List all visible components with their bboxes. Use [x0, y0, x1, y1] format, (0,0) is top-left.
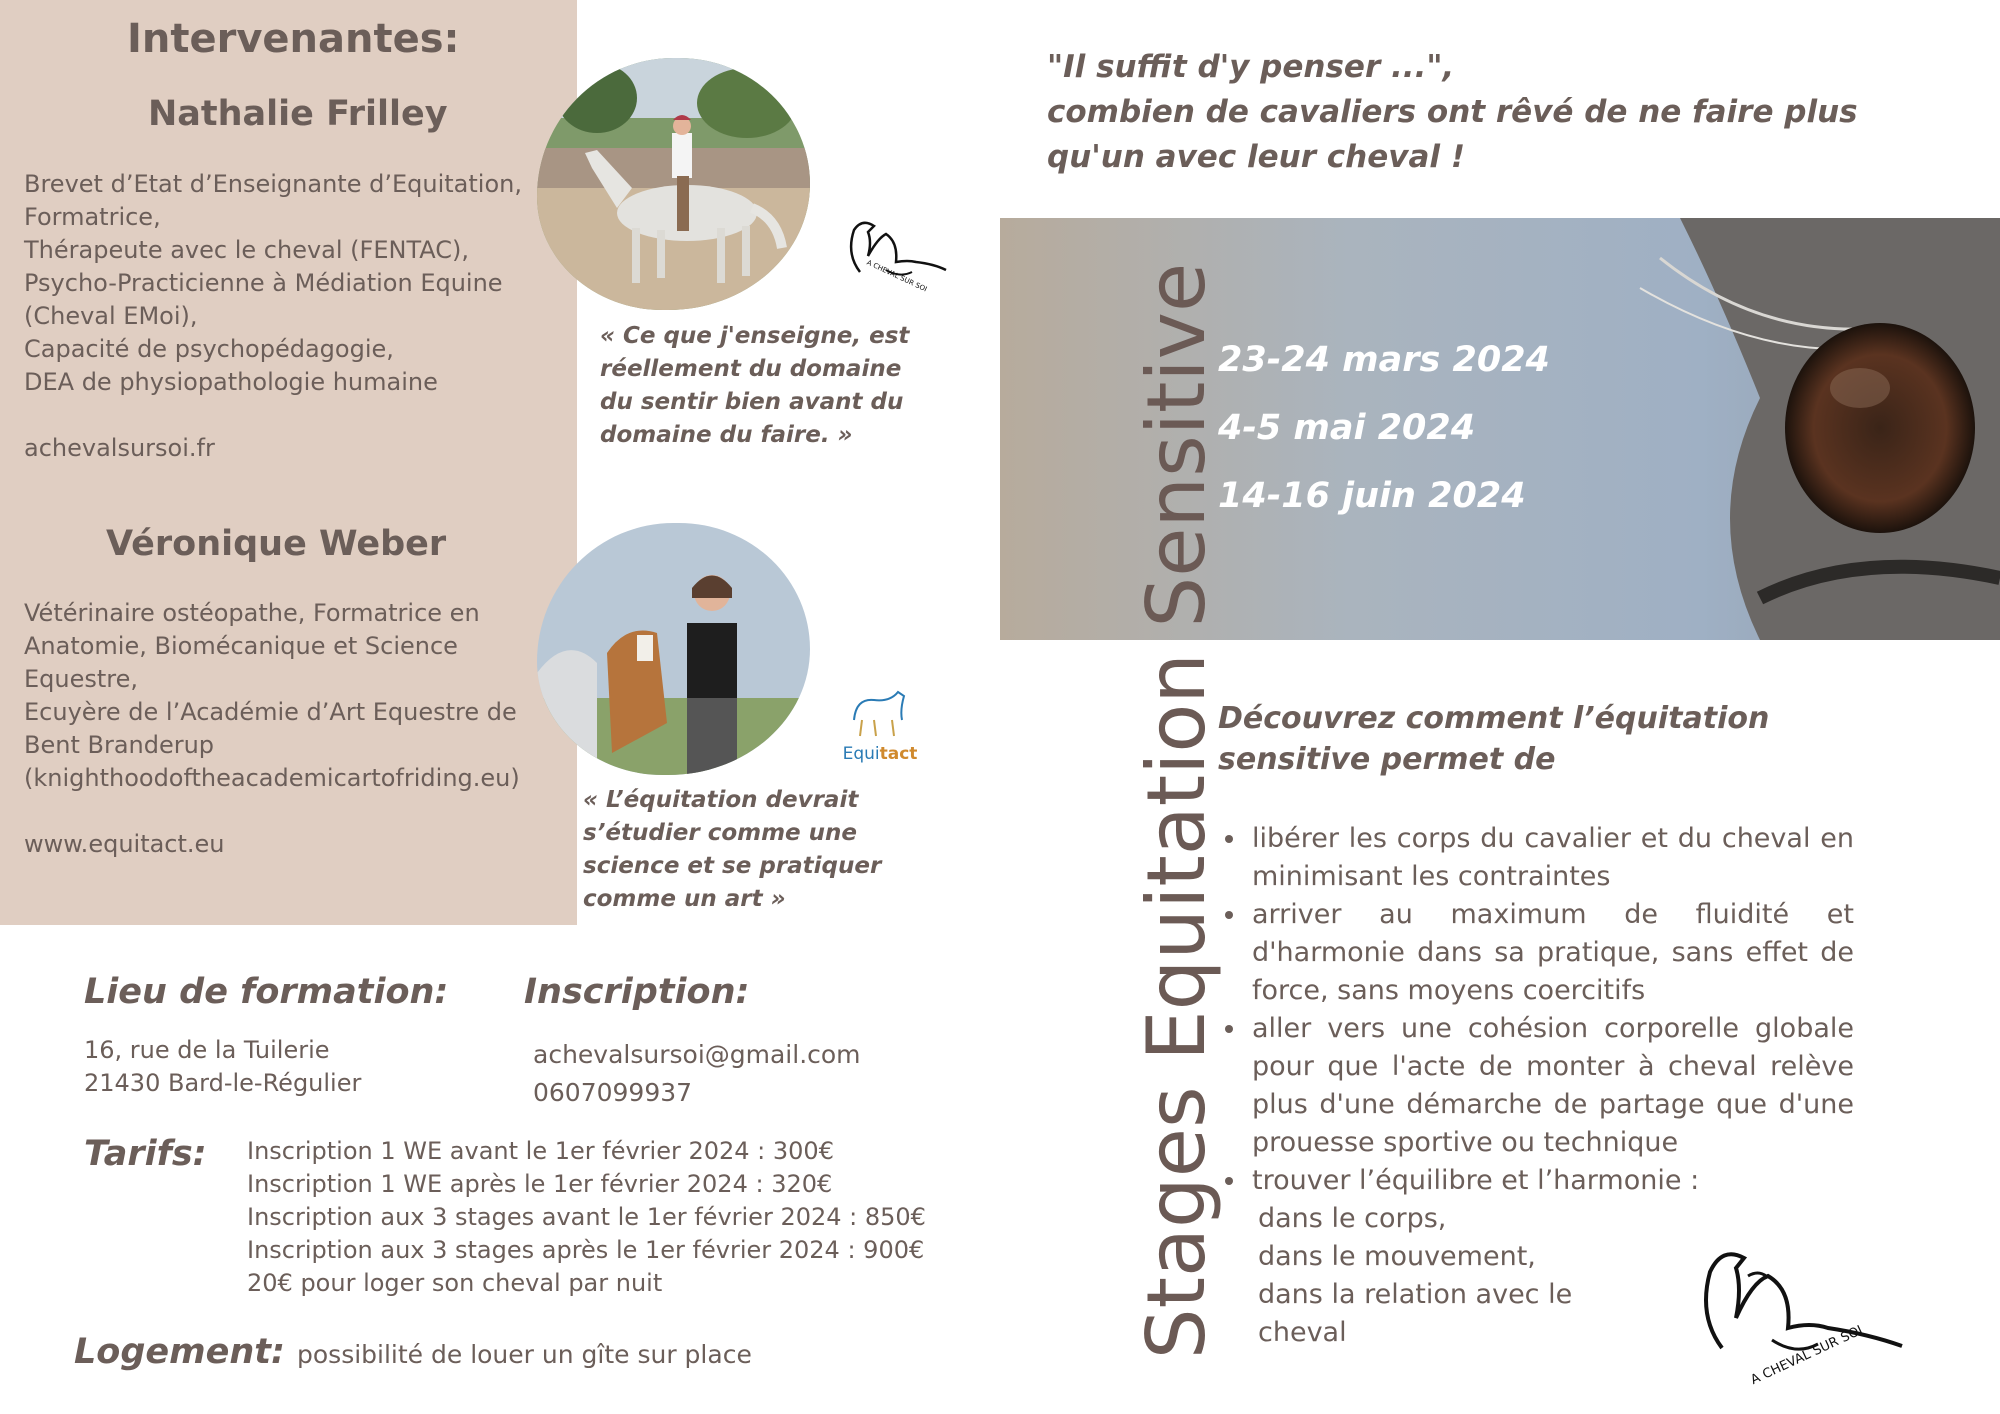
person1-website-link[interactable]: achevalsursoi.fr: [24, 434, 215, 462]
tarifs-list: [247, 1135, 926, 1300]
credential-line: Equestre,: [24, 665, 139, 693]
credential-line: Bent Branderup: [24, 731, 215, 759]
intervenantes-heading: Intervenantes:: [127, 16, 460, 62]
person2-name: Véronique Weber: [106, 524, 447, 564]
horse-logo-icon: [838, 212, 953, 294]
person1-credentials: [24, 168, 564, 465]
discover-heading: [1218, 698, 1769, 780]
date-item: 4-5 mai 2024: [1218, 408, 1476, 448]
tagline-line: qu'un avec leur cheval !: [1047, 139, 1465, 175]
acheval-logo-small: [838, 212, 953, 294]
tarif-line: Inscription aux 3 stages après le 1er février 2024 : 900€: [247, 1236, 925, 1264]
rider-photo: [537, 58, 810, 310]
credential-line: Thérapeute avec le cheval (FENTAC),: [24, 236, 469, 264]
person1-name: Nathalie Frilley: [148, 94, 448, 134]
email-link[interactable]: achevalsursoi@gmail.com: [533, 1040, 861, 1069]
tarif-line: Inscription 1 WE après le 1er février 2024 : 320€: [247, 1170, 833, 1198]
date-item: 23-24 mars 2024: [1218, 340, 1550, 380]
equitact-logo: [840, 680, 920, 770]
quote-line: « L’équitation devrait: [583, 787, 859, 813]
tarif-line: Inscription 1 WE avant le 1er février 2024 : 300€: [247, 1137, 834, 1165]
logo-large-caption: A CHEVAL SUR SOI: [1748, 1322, 1866, 1389]
quote-line: s’étudier comme une: [583, 820, 858, 846]
sub-line: dans le mouvement,: [1258, 1241, 1536, 1272]
tagline-line: "Il suffit d'y penser ...",: [1047, 49, 1455, 85]
quote-line: comme un art »: [583, 886, 786, 912]
logo-small-caption: A CHEVAL SUR SOI: [865, 258, 929, 294]
date-item: 14-16 juin 2024: [1218, 476, 1526, 516]
quote-line: domaine du faire. »: [600, 422, 853, 448]
credential-line: Capacité de psychopédagogie,: [24, 335, 394, 363]
tarif-line: Inscription aux 3 stages avant le 1er février 2024 : 850€: [247, 1203, 926, 1231]
rider-illustration: [537, 58, 810, 310]
credential-line: (Cheval EMoi),: [24, 302, 198, 330]
tagline: [1047, 45, 1858, 180]
quote-line: science et se pratiquer: [583, 853, 882, 879]
credential-line: Ecuyère de l’Académie d’Art Equestre de: [24, 698, 517, 726]
inscription-heading: Inscription:: [524, 972, 750, 1012]
phone-number[interactable]: 0607099937: [533, 1078, 693, 1107]
sub-line: dans la relation avec le: [1258, 1279, 1573, 1310]
person2-credentials: [24, 597, 569, 861]
nathalie-quote: [600, 320, 950, 452]
benefit-item: • trouver l’équilibre et l’harmonie :: [1248, 1162, 1854, 1200]
benefit-item: • libérer les corps du cavalier et du cheval en minimisant les contraintes: [1248, 820, 1854, 896]
discover-line: sensitive permet de: [1218, 742, 1556, 777]
lieu-heading: Lieu de formation:: [84, 972, 449, 1012]
credential-line: (knighthoodoftheacademicartofriding.eu): [24, 764, 520, 792]
equitact-logo-post: tact: [879, 744, 918, 764]
sub-line: cheval: [1258, 1317, 1347, 1348]
logement-text: possibilité de louer un gîte sur place: [297, 1340, 752, 1369]
lieu-address: [84, 1034, 361, 1100]
acheval-logo-large: [1688, 1236, 1918, 1389]
quote-line: du sentir bien avant du: [600, 389, 904, 415]
inscription-contact: [533, 1036, 861, 1112]
credential-line: Formatrice,: [24, 203, 161, 231]
vertical-title: Stages Equitation Sensitive: [1130, 262, 1223, 1360]
address-line: 21430 Bard-le-Régulier: [84, 1069, 362, 1097]
quote-line: réellement du domaine: [600, 356, 902, 382]
quote-line: « Ce que j'enseigne, est: [600, 323, 910, 349]
sub-line: dans le corps,: [1258, 1203, 1447, 1234]
credential-line: Vétérinaire ostéopathe, Formatrice en: [24, 599, 480, 627]
credential-line: Anatomie, Biomécanique et Science: [24, 632, 458, 660]
horse-outline-icon: [840, 680, 920, 740]
equitact-logo-pre: Equi: [842, 744, 880, 764]
benefit-item: • arriver au maximum de fluidité et d'harmonie dans sa pratique, sans effet de force, sans moyens coercitifs: [1248, 896, 1854, 1010]
benefit-item: • aller vers une cohésion corporelle globale pour que l'acte de monter à cheval relève plus d'une démarche de partage que d'une prouesse sportive ou technique: [1248, 1010, 1854, 1162]
dates-list: [1218, 326, 1550, 530]
tarifs-heading: Tarifs:: [84, 1134, 207, 1174]
veronique-quote: [583, 784, 913, 916]
tagline-line: combien de cavaliers ont rêvé de ne faire plus: [1047, 94, 1858, 130]
credential-line: Brevet d’Etat d’Enseignante d’Equitation,: [24, 170, 522, 198]
tarif-line: 20€ pour loger son cheval par nuit: [247, 1269, 663, 1297]
veronique-illustration: [537, 523, 810, 775]
person2-website-link[interactable]: www.equitact.eu: [24, 830, 225, 858]
credential-line: DEA de physiopathologie humaine: [24, 368, 438, 396]
discover-line: Découvrez comment l’équitation: [1218, 701, 1770, 736]
address-line: 16, rue de la Tuilerie: [84, 1036, 330, 1064]
logement-heading: Logement:: [74, 1332, 285, 1372]
veronique-photo: [537, 523, 810, 775]
credential-line: Psycho-Practicienne à Médiation Equine: [24, 269, 503, 297]
